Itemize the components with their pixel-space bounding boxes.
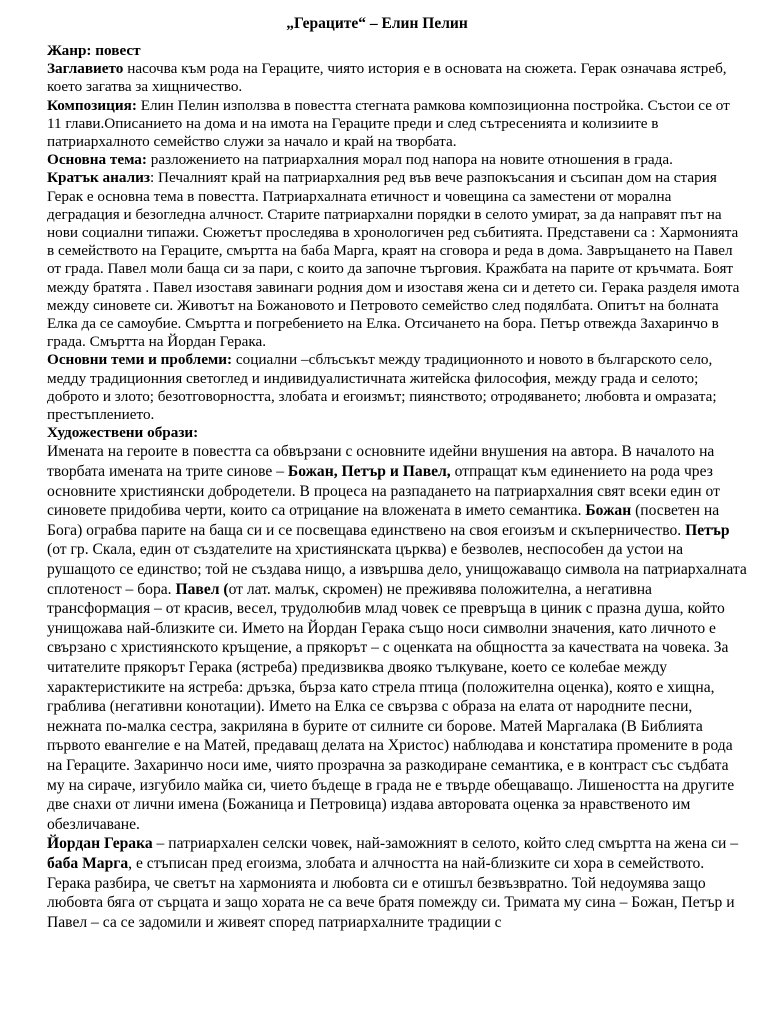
bold-text-run: Художествени образи:	[47, 424, 199, 442]
text-run: – патриархален селски човек, най-заможният в селото, който след смъртта на жена си –	[152, 835, 739, 853]
paragraph	[47, 151, 747, 169]
text-run: отпращат към единението на рода чрез основните християнски добродетели. В процеса на разпадането на патриархалния свят всеки един от синовете придобива черти, които са отрицание на вложената в името семантика.	[47, 463, 720, 520]
text-run: социални –сблъсъкът между традиционното и новото в българското село, медду традиционния светоглед и индивидуалистичната житейска философия, между града и селото; доброто и злото; безотговорността, злобата и егоизмът; пиянството; отродяването; любовта и омразата; престъплението.	[47, 351, 717, 424]
paragraph	[47, 834, 747, 932]
bold-text-run: Павел (	[175, 580, 229, 598]
text-run: от лат. малък, скромен) не преживява положителна, а негативна трансформация – от красив, весел, трудолюбив млад човек се превръща в циник с празна душа, който унищожава най-близките си. Името на Йордан Герака също носи символни значения, като личното е свързано с християнското кръщение, а прякорът – с оценката на общността за качествата на човека. За читателите прякорът Герака (ястреба) предизвиква двояко тълкуване, което се колебае между характеристиките на ястреба: дръзка, бърза като стрела птица (положителна оценка), която е хищна, граблива (негативни конотации). Името на Елка се свързва с образа на елата от народните песни, нежната по-малка сестра, закриляна в бурите от силните си борове. Матей Маргалака (В Библията първото евангелие е на Матей, предаващ делата на Христос) наблюдава и констатира промените в рода на Гераците. Захаринчо носи име, чиято прозрачна за разкодиране семантика, е в контраст със съдбата му на сираче, изгубило майка си, чието бъдеще в града не е твърде обещаващо. Лишеността на другите две снахи от лични имена (Божаница и Петровица) издава авторовата оценка за нравственото им обезличаване.	[47, 580, 735, 833]
document-body	[47, 42, 747, 932]
bold-text-run: Божан, Петър и Павел,	[287, 463, 451, 481]
text-run: разложението на патриархалния морал под напора на новите отношения в града.	[146, 151, 673, 169]
paragraph	[47, 60, 747, 96]
paragraph	[47, 169, 747, 351]
bold-text-run: Петър	[685, 521, 730, 539]
paragraph	[47, 424, 747, 442]
paragraph	[47, 351, 747, 424]
bold-text-run: Кратък анализ	[47, 169, 150, 187]
bold-text-run: Жанр: повест	[47, 42, 141, 59]
text-run: Елин Пелин използва в повестта стегната рамкова композиционна постройка. Състои се от 11 глави.Описанието на дома и на имота на Гераците преди и след сътресенията и колизиите в патриархалното семейство служи за начало и край на творбата.	[47, 96, 730, 151]
paragraph	[47, 97, 747, 152]
paragraph	[47, 442, 747, 834]
bold-text-run: баба Марга	[47, 854, 129, 872]
bold-text-run: Заглавието	[47, 60, 124, 78]
bold-text-run: Йордан Герака	[47, 835, 153, 853]
paragraph	[47, 42, 747, 60]
text-run: : Печалният край на патриархалния ред във вече разпокъсания и съсипан дом на стария Герак е основна тема в повестта. Патриархалната етичност и човещина са заместени от морална деградация и безогледна алчност. Старите патриархални порядки в селото умират, за да направят път на нови социални типажи. Сюжетът проследява в хронологичен ред събитията. Представени са : Хармонията в семейството на Гераците, смъртта на баба Марга, краят на сговора и реда в дома. Завръщането на Павел от града. Павел моли баща си за пари, с които да започне търговия. Кражбата на парите от кръчмата. Боят между братята . Павел изоставя завинаги родния дом и изоставя жена си и детето си. Герака разделя имота между синовете си. Животът на Божановото и Петровото семейство след подялбата. Опитът на болната Елка да се самоубие. Смъртта и погребението на Елка. Отсичането на бора. Петър отвежда Захаринчо в града. Смъртта на Йордан Герака.	[47, 169, 740, 351]
text-run: (от гр. Скала, един от създателите на християнската църква) е безволев, неспособен да устои на рушащото се единство; той не създава нищо, а извършва дело, унищожаващо символа на патриархалната сплотеност – бора.	[47, 541, 747, 598]
text-run: Имената на героите в повестта са обвързани с основните идейни внушения на автора. В началото на творбата имената на трите синове –	[47, 443, 715, 481]
text-run: (посветен на Бога) ограбва парите на баща си и се посвещава единствено на своя егоизъм и скъперничество.	[47, 502, 720, 539]
bold-text-run: Основни теми и проблеми:	[47, 351, 233, 369]
bold-text-run: Основна тема:	[47, 151, 147, 169]
text-run: насочва към рода на Гераците, чиято история е в основата на сюжета. Герак означава ястреб, което загатва за хищничество.	[47, 60, 727, 96]
document-page	[47, 14, 747, 932]
bold-text-run: Композиция:	[47, 96, 137, 114]
document-title: „Гераците“ – Елин Пелин	[286, 15, 468, 32]
bold-text-run: Божан	[585, 502, 632, 520]
text-run: , е стъписан пред егоизма, злобата и алчността на най-близките си хора в семейството. Герака разбира, че светът на хармонията и любовта си е отишъл безвъзвратно. Той недоумява защо любовта бяга от сърцата и защо хората не са вече братя помежду си. Тримата му сина – Божан, Петър и Павел – са се задомили и живеят според патриархалните традиции с	[47, 854, 735, 931]
